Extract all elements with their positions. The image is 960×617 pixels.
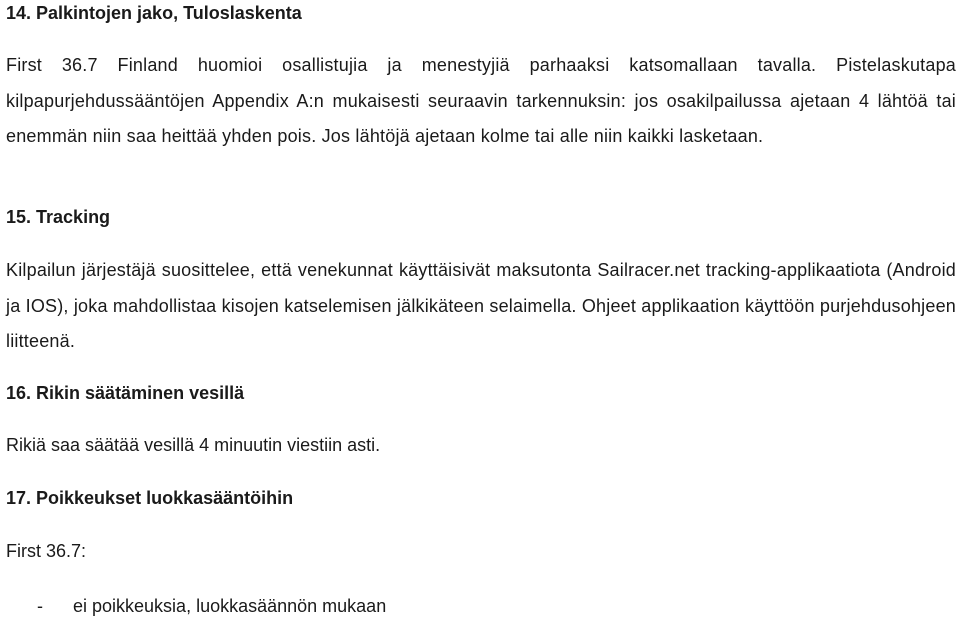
section-15-paragraph: Kilpailun järjestäjä suosittelee, että venekunnat käyttäisivät maksutonta Sailracer.net tracking-applikaatiota (Android ja IOS), joka mahdollistaa kisojen katselemisen jälkikäteen selaimella. Ohjeet applikaation käyttöön purjehdusohjeen liitteenä. [6,260,956,351]
section-16-paragraph: Rikiä saa säätää vesillä 4 minuutin viestiin asti. [6,435,381,455]
bullet-text: ei poikkeuksia, luokkasäännön mukaan [73,596,387,616]
section-17-class-label: First 36.7: [6,541,87,561]
section-16-heading: 16. Rikin säätäminen vesillä [6,383,245,403]
section-14-paragraph: First 36.7 Finland huomioi osallistujia ja menestyjiä parhaaksi katsomallaan tavalla. Pistelaskutapa kilpapurjehdussääntöjen Appendix A:n mukaisesti seuraavin tarkennuksin: jos osakilpailussa ajetaan 4 lähtöä tai enemmän niin saa heittää yhden pois. Jos lähtöjä ajetaan kolme tai alle niin kaikki lasketaan. [6,55,956,146]
section-17-heading: 17. Poikkeukset luokkasääntöihin [6,488,294,508]
section-15-heading: 15. Tracking [6,207,111,227]
bullet-marker: - [37,596,43,616]
section-14-heading: 14. Palkintojen jako, Tuloslaskenta [6,3,302,23]
